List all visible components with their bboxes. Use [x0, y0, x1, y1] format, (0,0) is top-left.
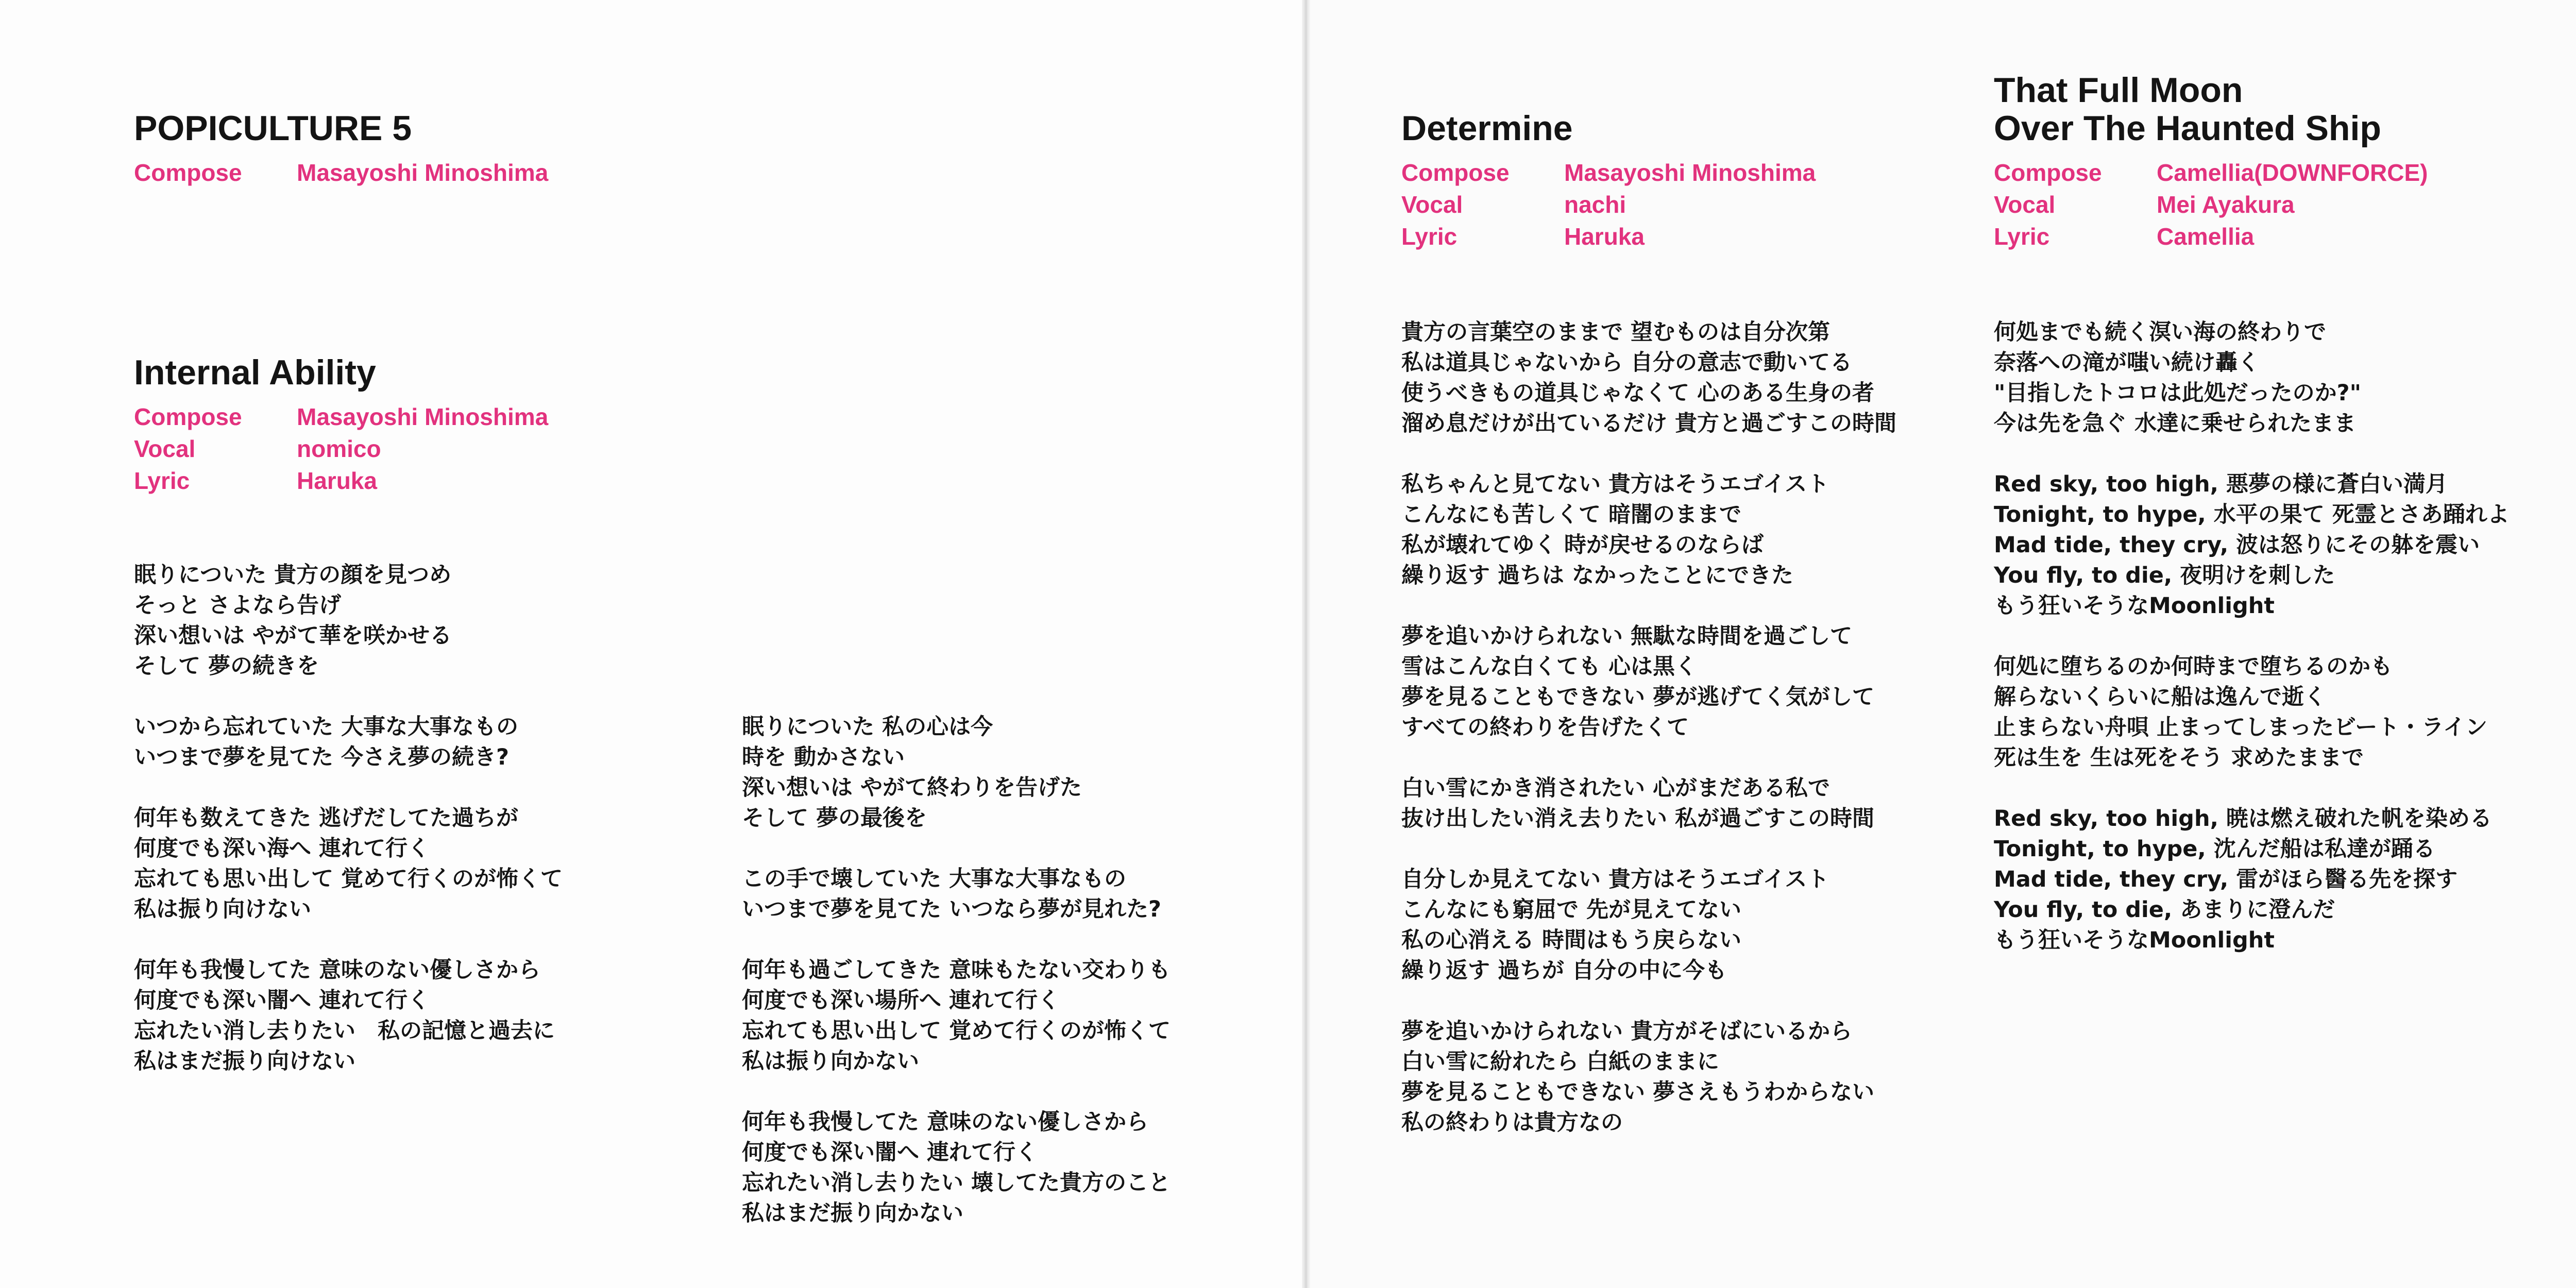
lyric-line: Mad tide, they cry, 波は怒りにその躰を震い: [1994, 532, 2480, 558]
lyrics-stanza: [134, 712, 563, 773]
lyric-line: そっと さよなら告げ: [134, 592, 341, 618]
lyric-line: 何処までも続く溟い海の終わりで: [1994, 319, 2326, 345]
credit-row-compose: [1401, 157, 1816, 189]
lyric-line: Tonight, to hype, 水平の果て 死霊とさあ踊れよ: [1994, 502, 2510, 528]
song-title: Determine: [1401, 109, 1573, 148]
lyric-line: この手で壊していた 大事な大事なもの: [742, 866, 1126, 892]
lyric-line: 何年も過ごしてきた 意味もたない交わりも: [742, 957, 1171, 983]
lyric-line: いつから忘れていた 大事な大事なもの: [134, 714, 518, 740]
credit-row-vocal: [1994, 189, 2428, 221]
lyric-line: いつまで夢を見てた 今さえ夢の続き?: [134, 744, 509, 770]
lyrics-stanza: [742, 1107, 1171, 1229]
lyric-line: 抜け出したい消え去りたい 私が過ごすこの時間: [1401, 806, 1874, 832]
credit-row-lyric: [1994, 221, 2428, 252]
lyric-line: 使うべきもの道具じゃなくて 心のある生身の者: [1401, 380, 1874, 406]
lyrics-stanza: [1401, 317, 1896, 439]
credit-name: Camellia(DOWNFORCE): [2157, 159, 2428, 186]
lyric-line: 私の心消える 時間はもう戻らない: [1401, 927, 1741, 953]
lyric-line: 白い雪にかき消されたい 心がまだある私で: [1401, 775, 1830, 801]
lyric-line: 何度でも深い場所へ 連れて行く: [742, 988, 1060, 1013]
lyric-line: 忘れても思い出して 覚めて行くのが怖くて: [742, 1018, 1171, 1044]
lyric-line: 私はまだ振り向けない: [134, 1048, 355, 1074]
lyric-line: こんなにも苦しくて 暗闇のままで: [1401, 502, 1741, 528]
lyric-line: 忘れても思い出して 覚めて行くのが怖くて: [134, 866, 563, 892]
credit-row-compose: [1994, 157, 2428, 189]
credit-role: Vocal: [134, 435, 196, 462]
lyric-line: こんなにも窮屈で 先が見えてない: [1401, 897, 1741, 923]
credit-role: Compose: [1401, 159, 1510, 186]
credit-role: Vocal: [1401, 191, 1463, 218]
song-credits: [134, 401, 548, 497]
lyrics-determine: [1401, 317, 1896, 1168]
lyric-line: 貴方の言葉空のままで 望むものは自分次第: [1401, 319, 1830, 345]
lyrics-stanza: [1401, 1016, 1896, 1138]
lyrics-stanza: [1994, 804, 2510, 956]
lyric-line: 何年も数えてきた 逃げだしてた過ちが: [134, 805, 518, 831]
credit-row-lyric: [134, 465, 548, 497]
credit-name: nachi: [1564, 191, 1626, 218]
lyric-line: Red sky, too high, 暁は燃え破れた帆を染める: [1994, 806, 2492, 832]
song-credits: [1994, 157, 2428, 252]
lyrics-stanza: [1994, 317, 2510, 439]
lyric-line: 奈落への滝が嗤い続け轟く: [1994, 350, 2260, 376]
lyric-line: 白い雪に紛れたら 白紙のままに: [1401, 1049, 1719, 1075]
lyric-line: すべての終わりを告げたくて: [1401, 715, 1689, 740]
lyric-line: 自分しか見えてない 貴方はそうエゴイスト: [1401, 867, 1829, 892]
lyric-line: 私は振り向かない: [742, 1048, 919, 1074]
lyrics-internal-ability-col1: [134, 560, 563, 1107]
lyric-line: Mad tide, they cry, 雷がほら醫る先を探す: [1994, 867, 2458, 892]
lyric-line: 私は道具じゃないから 自分の意志で動いてる: [1401, 350, 1852, 376]
lyric-line: 私の終わりは貴方なの: [1401, 1110, 1623, 1136]
lyrics-internal-ability-col2: [742, 712, 1171, 1259]
song-determine: [1401, 109, 1816, 252]
song-title: Internal Ability: [134, 353, 376, 392]
credit-name: nomico: [297, 435, 381, 462]
lyric-line: You fly, to die, 夜明けを刺した: [1994, 563, 2335, 588]
lyrics-stanza: [742, 864, 1171, 925]
credit-role: Compose: [134, 159, 242, 186]
lyric-line: 私は振り向けない: [134, 896, 311, 922]
lyric-line: 何度でも深い闇へ 連れて行く: [742, 1140, 1038, 1165]
lyric-line: そして 夢の最後を: [742, 805, 927, 831]
lyric-line: 私ちゃんと見てない 貴方はそうエゴイスト: [1401, 471, 1829, 497]
credit-role: Compose: [1994, 159, 2102, 186]
lyric-line: 繰り返す 過ちは なかったことにできた: [1401, 563, 1793, 588]
song-full-moon: [1994, 71, 2428, 252]
credit-name: Camellia: [2157, 223, 2255, 250]
lyrics-full-moon: [1994, 317, 2510, 986]
credit-name: Masayoshi Minoshima: [297, 159, 549, 186]
lyrics-stanza: [1994, 652, 2510, 773]
lyric-line: 時を 動かさない: [742, 744, 905, 770]
credit-role: Lyric: [1401, 223, 1458, 250]
lyric-line: 繰り返す 過ちが 自分の中に今も: [1401, 958, 1727, 984]
lyric-line: いつまで夢を見てた いつなら夢が見れた?: [742, 896, 1161, 922]
credit-role: Compose: [134, 403, 242, 430]
lyrics-stanza: [134, 803, 563, 925]
credit-name: Mei Ayakura: [2157, 191, 2295, 218]
credit-row-compose: [134, 157, 548, 189]
lyric-line: もう狂いそうなMoonlight: [1994, 593, 2275, 619]
lyrics-stanza: [742, 712, 1171, 834]
lyric-line: 夢を見ることもできない 夢さえもうわからない: [1401, 1079, 1874, 1105]
lyric-line: 雪はこんな白くても 心は黒く: [1401, 654, 1697, 680]
lyric-line: 深い想いは やがて華を咲かせる: [134, 623, 452, 649]
credit-row-vocal: [1401, 189, 1816, 221]
lyric-line: 何年も我慢してた 意味のない優しさから: [742, 1109, 1148, 1135]
lyric-line: 忘れたい消し去りたい 壊してた貴方のこと: [742, 1170, 1171, 1196]
lyrics-stanza: [1401, 469, 1896, 591]
lyrics-stanza: [1994, 469, 2510, 621]
credit-name: Haruka: [1564, 223, 1645, 250]
lyric-line: 何処に堕ちるのか何時まで堕ちるのかも: [1994, 654, 2393, 680]
song-title: That Full Moon Over The Haunted Ship: [1994, 71, 2381, 148]
lyric-line: 眠りについた 私の心は今: [742, 714, 993, 740]
lyric-line: 止まらない舟唄 止まってしまったビート・ライン: [1994, 715, 2487, 740]
credit-name: Haruka: [297, 467, 377, 494]
song-title: POPICULTURE 5: [134, 109, 412, 148]
lyric-line: "目指したトコロは此処だったのか?": [1994, 380, 2362, 406]
lyric-line: You fly, to die, あまりに澄んだ: [1994, 897, 2335, 923]
song-internal-ability: [134, 353, 548, 497]
song-credits: [1401, 157, 1816, 252]
lyric-line: 今は先を急ぐ 水達に乗せられたまま: [1994, 411, 2356, 436]
lyrics-stanza: [742, 955, 1171, 1077]
lyric-line: 私が壊れてゆく 時が戻せるのならば: [1401, 532, 1764, 558]
lyrics-stanza: [1401, 865, 1896, 986]
credit-row-lyric: [1401, 221, 1816, 252]
song-credits: [134, 157, 548, 189]
lyric-line: 溜め息だけが出ているだけ 貴方と過ごすこの時間: [1401, 411, 1896, 436]
credit-row-compose: [134, 401, 548, 433]
lyric-line: 夢を追いかけられない 無駄な時間を過ごして: [1401, 623, 1852, 649]
credit-role: Lyric: [1994, 223, 2050, 250]
lyric-line: 死は生を 生は死をそう 求めたままで: [1994, 745, 2364, 771]
lyric-line: Red sky, too high, 悪夢の様に蒼白い満月: [1994, 471, 2448, 497]
lyric-line: 夢を追いかけられない 貴方がそばにいるから: [1401, 1019, 1852, 1044]
credit-name: Masayoshi Minoshima: [1564, 159, 1816, 186]
credit-name: Masayoshi Minoshima: [297, 403, 549, 430]
song-popiculture: [134, 109, 548, 189]
lyric-line: 忘れたい消し去りたい 私の記憶と過去に: [134, 1018, 555, 1044]
lyric-line: 夢を見ることもできない 夢が逃げてく気がして: [1401, 684, 1874, 710]
lyric-line: 私はまだ振り向かない: [742, 1200, 963, 1226]
lyric-line: 何度でも深い闇へ 連れて行く: [134, 988, 430, 1013]
lyric-line: もう狂いそうなMoonlight: [1994, 927, 2275, 953]
credit-row-vocal: [134, 433, 548, 465]
lyrics-stanza: [1401, 621, 1896, 743]
credit-role: Vocal: [1994, 191, 2056, 218]
page-spine: [1302, 0, 1310, 1288]
lyric-line: 何年も我慢してた 意味のない優しさから: [134, 957, 540, 983]
lyric-line: そして 夢の続きを: [134, 653, 319, 679]
lyrics-stanza: [134, 560, 563, 682]
lyric-line: 解らないくらいに船は逸んで逝く: [1994, 684, 2326, 710]
credit-role: Lyric: [134, 467, 190, 494]
lyrics-stanza: [1401, 773, 1896, 834]
lyrics-stanza: [134, 955, 563, 1077]
lyric-line: 深い想いは やがて終わりを告げた: [742, 775, 1082, 801]
lyric-line: 眠りについた 貴方の顔を見つめ: [134, 562, 452, 588]
lyric-line: Tonight, to hype, 沈んだ船は私達が踊る: [1994, 836, 2435, 862]
lyric-line: 何度でも深い海へ 連れて行く: [134, 836, 430, 861]
